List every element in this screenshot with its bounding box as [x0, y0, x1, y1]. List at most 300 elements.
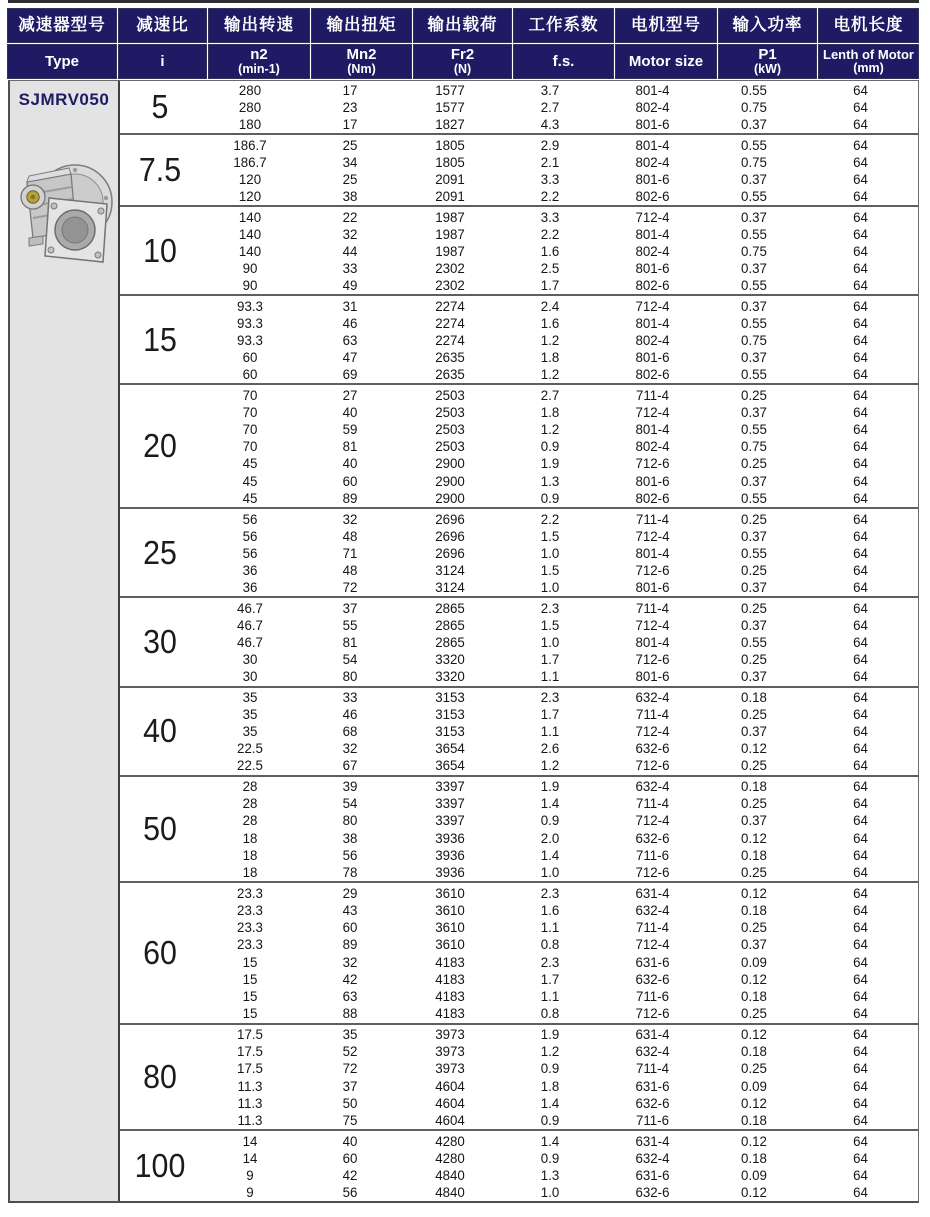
cell-p1: 0.25: [741, 919, 767, 936]
cell-motor-size: 802-6: [635, 365, 670, 382]
cell-p1: 0.09: [741, 953, 767, 970]
ratio-group-10: [120, 205, 918, 294]
cell-n2: 17.5: [237, 1043, 263, 1060]
header-en-col4: Fr2 (N): [414, 45, 511, 78]
cell-fs: 2.5: [540, 259, 560, 276]
cell-p1: 0.37: [741, 297, 767, 314]
cell-fs: 2.3: [540, 599, 560, 616]
header-zh-col7: 输入功率: [719, 9, 816, 42]
cell-p1: 0.55: [741, 187, 767, 204]
cell-mn2: 32: [342, 510, 358, 527]
cell-motor-length: 64: [853, 1060, 868, 1077]
cell-p1: 0.37: [741, 812, 767, 829]
cell-fs: 4.3: [540, 115, 560, 132]
spec-row: [200, 544, 918, 561]
cell-n2: 280: [238, 99, 262, 116]
cell-motor-size: 712-6: [635, 455, 670, 472]
cell-mn2: 33: [342, 689, 358, 706]
cell-fr2: 3654: [435, 757, 465, 774]
cell-fr2: 3654: [435, 740, 465, 757]
spec-row: [200, 795, 918, 812]
cell-fr2: 2900: [435, 489, 465, 506]
cell-n2: 70: [242, 421, 258, 438]
cell-mn2: 59: [342, 421, 358, 438]
cell-fr2: 1805: [435, 153, 465, 170]
cell-motor-size: 631-4: [635, 1026, 670, 1043]
cell-motor-length: 64: [853, 544, 868, 561]
spec-row: [200, 1026, 918, 1043]
cell-n2: 35: [242, 706, 258, 723]
cell-motor-length: 64: [853, 970, 868, 987]
cell-motor-size: 711-4: [635, 386, 670, 403]
cell-fr2: 3973: [435, 1026, 465, 1043]
ratio-group-5: [120, 81, 918, 133]
spec-row: [200, 1077, 918, 1094]
cell-mn2: 27: [342, 386, 358, 403]
ratio-value: 10: [143, 231, 177, 269]
cell-motor-size: 712-6: [635, 561, 670, 578]
ratio-group-60: [120, 881, 918, 1022]
spec-row: [200, 187, 918, 204]
cell-motor-length: 64: [853, 438, 868, 455]
cell-motor-size: 632-6: [635, 740, 670, 757]
cell-mn2: 80: [342, 668, 358, 685]
cell-n2: 36: [242, 578, 258, 595]
header-zh-col6: 电机型号: [616, 9, 716, 42]
page-top-rule: [8, 0, 919, 3]
cell-n2: 22.5: [237, 757, 263, 774]
cell-mn2: 35: [342, 1026, 358, 1043]
cell-motor-length: 64: [853, 1026, 868, 1043]
gearbox-product-image: [13, 150, 115, 280]
cell-n2: 186.7: [233, 153, 267, 170]
cell-motor-size: 801-6: [635, 115, 670, 132]
cell-fr2: 3153: [435, 723, 465, 740]
cell-p1: 0.25: [741, 510, 767, 527]
cell-fs: 1.8: [540, 1077, 560, 1094]
cell-motor-length: 64: [853, 331, 868, 348]
spec-row: [200, 578, 918, 595]
cell-motor-length: 64: [853, 510, 868, 527]
cell-motor-size: 801-4: [635, 421, 670, 438]
cell-fr2: 3936: [435, 863, 465, 880]
cell-p1: 0.09: [741, 1166, 767, 1183]
cell-p1: 0.37: [741, 208, 767, 225]
cell-fr2: 3610: [435, 902, 465, 919]
cell-mn2: 56: [342, 1183, 358, 1200]
cell-motor-length: 64: [853, 1077, 868, 1094]
cell-fs: 1.8: [540, 348, 560, 365]
cell-n2: 140: [238, 242, 262, 259]
cell-p1: 0.25: [741, 386, 767, 403]
cell-motor-length: 64: [853, 953, 868, 970]
cell-fr2: 1987: [435, 225, 465, 242]
cell-motor-length: 64: [853, 1132, 868, 1149]
cell-fs: 2.6: [540, 740, 560, 757]
cell-mn2: 67: [342, 757, 358, 774]
cell-fr2: 2696: [435, 510, 465, 527]
cell-fs: 1.5: [540, 616, 560, 633]
spec-row: [200, 863, 918, 880]
cell-p1: 0.37: [741, 348, 767, 365]
cell-fs: 1.5: [540, 527, 560, 544]
cell-fs: 1.6: [540, 242, 560, 259]
cell-mn2: 34: [342, 153, 358, 170]
cell-n2: 60: [242, 365, 258, 382]
cell-fr2: 3124: [435, 578, 465, 595]
header-en-col6: Motor size: [616, 45, 716, 78]
spec-row: [200, 1004, 918, 1021]
header-en-col3: Mn2 (Nm): [312, 45, 411, 78]
cell-fr2: 3936: [435, 829, 465, 846]
cell-mn2: 89: [342, 489, 358, 506]
cell-fs: 1.1: [540, 919, 560, 936]
spec-row: [200, 455, 918, 472]
spec-row: [200, 421, 918, 438]
cell-fs: 1.6: [540, 902, 560, 919]
spec-row: [200, 616, 918, 633]
cell-mn2: 72: [342, 1060, 358, 1077]
cell-motor-size: 801-6: [635, 472, 670, 489]
cell-p1: 0.12: [741, 829, 767, 846]
cell-p1: 0.37: [741, 259, 767, 276]
cell-p1: 0.18: [741, 987, 767, 1004]
cell-mn2: 42: [342, 1166, 358, 1183]
ratio-value: 100: [134, 1147, 186, 1185]
cell-fr2: 3397: [435, 778, 465, 795]
cell-n2: 14: [242, 1149, 258, 1166]
header-zh-col8: 电机长度: [819, 9, 918, 42]
spec-row: [200, 884, 918, 901]
cell-n2: 90: [242, 276, 258, 293]
cell-fr2: 4183: [435, 987, 465, 1004]
cell-motor-size: 632-6: [635, 1183, 670, 1200]
cell-fr2: 2274: [435, 297, 465, 314]
cell-p1: 0.75: [741, 153, 767, 170]
cell-p1: 0.25: [741, 757, 767, 774]
ratio-value: 20: [143, 427, 177, 465]
cell-motor-size: 802-4: [635, 153, 670, 170]
spec-row: [200, 472, 918, 489]
cell-mn2: 17: [342, 82, 358, 99]
spec-row: [200, 153, 918, 170]
cell-mn2: 38: [342, 829, 358, 846]
ratio-value: 40: [143, 712, 177, 750]
spec-row: [200, 651, 918, 668]
cell-fr2: 3397: [435, 812, 465, 829]
cell-n2: 22.5: [237, 740, 263, 757]
cell-motor-length: 64: [853, 1183, 868, 1200]
cell-motor-size: 802-4: [635, 331, 670, 348]
ratio-group-30: [120, 596, 918, 685]
spec-row: [200, 936, 918, 953]
group-rows: [200, 1131, 918, 1201]
spec-row: [200, 1060, 918, 1077]
cell-fr2: 2274: [435, 331, 465, 348]
cell-mn2: 55: [342, 616, 358, 633]
cell-mn2: 60: [342, 472, 358, 489]
spec-row: [200, 82, 918, 99]
cell-motor-size: 632-4: [635, 1149, 670, 1166]
cell-motor-length: 64: [853, 778, 868, 795]
header-en-col5: f.s.: [514, 45, 613, 78]
cell-motor-length: 64: [853, 829, 868, 846]
cell-p1: 0.18: [741, 689, 767, 706]
cell-motor-size: 631-6: [635, 1166, 670, 1183]
ratio-value: 80: [143, 1057, 177, 1095]
cell-motor-size: 712-6: [635, 863, 670, 880]
cell-mn2: 40: [342, 403, 358, 420]
cell-n2: 15: [242, 953, 258, 970]
cell-n2: 70: [242, 438, 258, 455]
cell-motor-length: 64: [853, 668, 868, 685]
cell-fs: 3.7: [540, 82, 560, 99]
cell-fs: 1.4: [540, 1132, 560, 1149]
spec-row: [200, 689, 918, 706]
header-zh-col3: 输出扭矩: [312, 9, 411, 42]
cell-n2: 23.3: [237, 902, 263, 919]
cell-motor-size: 711-4: [635, 599, 670, 616]
cell-p1: 0.12: [741, 970, 767, 987]
cell-fs: 1.8: [540, 403, 560, 420]
cell-p1: 0.55: [741, 365, 767, 382]
cell-fs: 0.8: [540, 1005, 560, 1022]
cell-n2: 70: [242, 386, 258, 403]
spec-row: [200, 633, 918, 650]
cell-n2: 46.7: [237, 616, 263, 633]
cell-motor-size: 712-4: [635, 723, 670, 740]
group-rows: [200, 688, 918, 775]
spec-row: [200, 259, 918, 276]
cell-motor-size: 632-4: [635, 778, 670, 795]
cell-fr2: 2900: [435, 455, 465, 472]
header-zh-col1: 减速比: [119, 9, 206, 42]
cell-motor-length: 64: [853, 740, 868, 757]
cell-p1: 0.18: [741, 1149, 767, 1166]
spec-row: [200, 1149, 918, 1166]
cell-n2: 9: [246, 1183, 254, 1200]
cell-fr2: 2503: [435, 438, 465, 455]
cell-mn2: 37: [342, 599, 358, 616]
cell-fr2: 3153: [435, 689, 465, 706]
spec-row: [200, 1043, 918, 1060]
cell-fs: 1.9: [540, 1026, 560, 1043]
cell-fs: 1.1: [540, 723, 560, 740]
cell-fr2: 1577: [435, 99, 465, 116]
cell-fr2: 3610: [435, 936, 465, 953]
header-en-col8: Lenth of Motor (mm): [819, 45, 918, 78]
cell-fr2: 1987: [435, 242, 465, 259]
cell-fr2: 2635: [435, 348, 465, 365]
cell-fr2: 2302: [435, 259, 465, 276]
group-rows: [200, 135, 918, 205]
model-label: SJMRV050: [18, 90, 110, 109]
cell-motor-length: 64: [853, 919, 868, 936]
cell-n2: 11.3: [237, 1094, 263, 1111]
cell-mn2: 48: [342, 527, 358, 544]
cell-p1: 0.18: [741, 1043, 767, 1060]
cell-fr2: 3973: [435, 1043, 465, 1060]
cell-mn2: 29: [342, 884, 358, 901]
ratio-value: 15: [143, 320, 177, 358]
cell-mn2: 46: [342, 706, 358, 723]
cell-motor-length: 64: [853, 634, 868, 650]
cell-motor-length: 64: [853, 365, 868, 382]
cell-fs: 1.2: [540, 757, 560, 774]
cell-p1: 0.37: [741, 616, 767, 633]
cell-motor-size: 711-6: [635, 846, 670, 863]
cell-p1: 0.55: [741, 314, 767, 331]
spec-row: [200, 527, 918, 544]
cell-n2: 90: [242, 259, 258, 276]
cell-n2: 120: [238, 170, 262, 187]
cell-p1: 0.55: [741, 82, 767, 99]
spec-row: [200, 225, 918, 242]
cell-mn2: 69: [342, 365, 358, 382]
spec-row: [200, 778, 918, 795]
header-en-col7: P1 (kW): [719, 45, 816, 78]
cell-p1: 0.75: [741, 438, 767, 455]
ratio-value: 60: [143, 933, 177, 971]
cell-motor-size: 801-4: [635, 225, 670, 242]
cell-mn2: 43: [342, 902, 358, 919]
spec-row: [200, 757, 918, 774]
cell-p1: 0.25: [741, 795, 767, 812]
header-zh-col0: 减速器型号: [8, 9, 116, 42]
cell-p1: 0.25: [741, 455, 767, 472]
cell-n2: 23.3: [237, 919, 263, 936]
ratio-groups: [120, 81, 918, 1201]
cell-motor-size: 631-6: [635, 1077, 670, 1094]
spec-row: [200, 489, 918, 506]
cell-fr2: 3153: [435, 706, 465, 723]
ratio-group-80: [120, 1023, 918, 1130]
cell-p1: 0.12: [741, 740, 767, 757]
ratio-group-7.5: [120, 133, 918, 205]
cell-fs: 1.0: [540, 1183, 560, 1200]
cell-motor-length: 64: [853, 421, 868, 438]
cell-fs: 1.4: [540, 795, 560, 812]
cell-motor-length: 64: [853, 314, 868, 331]
cell-motor-size: 801-6: [635, 259, 670, 276]
spec-row: [200, 1132, 918, 1149]
cell-mn2: 60: [342, 1149, 358, 1166]
cell-n2: 180: [238, 115, 262, 132]
cell-motor-length: 64: [853, 225, 868, 242]
spec-row: [200, 438, 918, 455]
cell-fr2: 2696: [435, 544, 465, 561]
ratio-value: 30: [143, 622, 177, 660]
cell-p1: 0.37: [741, 527, 767, 544]
type-column: [10, 81, 120, 1201]
cell-mn2: 88: [342, 1005, 358, 1022]
cell-fr2: 4183: [435, 1005, 465, 1022]
cell-fs: 3.3: [540, 208, 560, 225]
cell-p1: 0.18: [741, 902, 767, 919]
cell-fs: 1.6: [540, 314, 560, 331]
cell-motor-size: 711-4: [635, 510, 670, 527]
cell-motor-length: 64: [853, 348, 868, 365]
cell-motor-size: 801-4: [635, 82, 670, 99]
cell-motor-size: 711-6: [635, 1111, 670, 1128]
cell-p1: 0.12: [741, 1183, 767, 1200]
cell-motor-length: 64: [853, 561, 868, 578]
cell-motor-length: 64: [853, 1094, 868, 1111]
cell-fs: 2.2: [540, 187, 560, 204]
cell-motor-size: 631-4: [635, 1132, 670, 1149]
cell-fr2: 4604: [435, 1077, 465, 1094]
header-en-col2: n2 (min-1): [209, 45, 309, 78]
cell-n2: 28: [242, 795, 258, 812]
cell-motor-size: 711-4: [635, 706, 670, 723]
cell-motor-size: 711-4: [635, 795, 670, 812]
cell-fs: 1.7: [540, 651, 560, 668]
cell-motor-size: 801-6: [635, 170, 670, 187]
cell-fr2: 3936: [435, 846, 465, 863]
spec-row: [200, 386, 918, 403]
cell-mn2: 54: [342, 795, 358, 812]
spec-row: [200, 510, 918, 527]
cell-fr2: 2635: [435, 365, 465, 382]
cell-n2: 45: [242, 472, 258, 489]
cell-n2: 56: [242, 510, 258, 527]
cell-mn2: 81: [342, 438, 358, 455]
spec-row: [200, 987, 918, 1004]
cell-fr2: 3610: [435, 884, 465, 901]
cell-motor-length: 64: [853, 651, 868, 668]
cell-p1: 0.12: [741, 884, 767, 901]
group-rows: [200, 509, 918, 596]
cell-motor-size: 801-4: [635, 136, 670, 153]
table-body: [8, 80, 919, 1203]
cell-fs: 1.5: [540, 561, 560, 578]
cell-motor-size: 712-4: [635, 936, 670, 953]
cell-fs: 0.9: [540, 489, 560, 506]
cell-n2: 35: [242, 689, 258, 706]
spec-row: [200, 314, 918, 331]
cell-fs: 2.7: [540, 99, 560, 116]
cell-n2: 45: [242, 489, 258, 506]
cell-mn2: 48: [342, 561, 358, 578]
cell-fr2: 4604: [435, 1111, 465, 1128]
cell-motor-length: 64: [853, 812, 868, 829]
cell-mn2: 52: [342, 1043, 358, 1060]
cell-p1: 0.55: [741, 225, 767, 242]
ratio-group-25: [120, 507, 918, 596]
cell-fs: 1.9: [540, 455, 560, 472]
cell-mn2: 32: [342, 953, 358, 970]
cell-motor-size: 802-4: [635, 99, 670, 116]
cell-motor-length: 64: [853, 902, 868, 919]
cell-motor-size: 632-6: [635, 1094, 670, 1111]
cell-fs: 1.3: [540, 472, 560, 489]
group-rows: [200, 1025, 918, 1130]
cell-motor-length: 64: [853, 616, 868, 633]
cell-motor-length: 64: [853, 187, 868, 204]
cell-motor-length: 64: [853, 115, 868, 132]
cell-fr2: 4183: [435, 953, 465, 970]
cell-motor-size: 632-6: [635, 829, 670, 846]
cell-fr2: 1827: [435, 115, 465, 132]
cell-fr2: 3124: [435, 561, 465, 578]
cell-fs: 1.1: [540, 668, 560, 685]
cell-motor-size: 712-4: [635, 527, 670, 544]
cell-fs: 1.3: [540, 1166, 560, 1183]
cell-fs: 2.1: [540, 153, 560, 170]
ratio-value: 50: [143, 809, 177, 847]
cell-motor-size: 632-4: [635, 1043, 670, 1060]
cell-fs: 2.0: [540, 829, 560, 846]
